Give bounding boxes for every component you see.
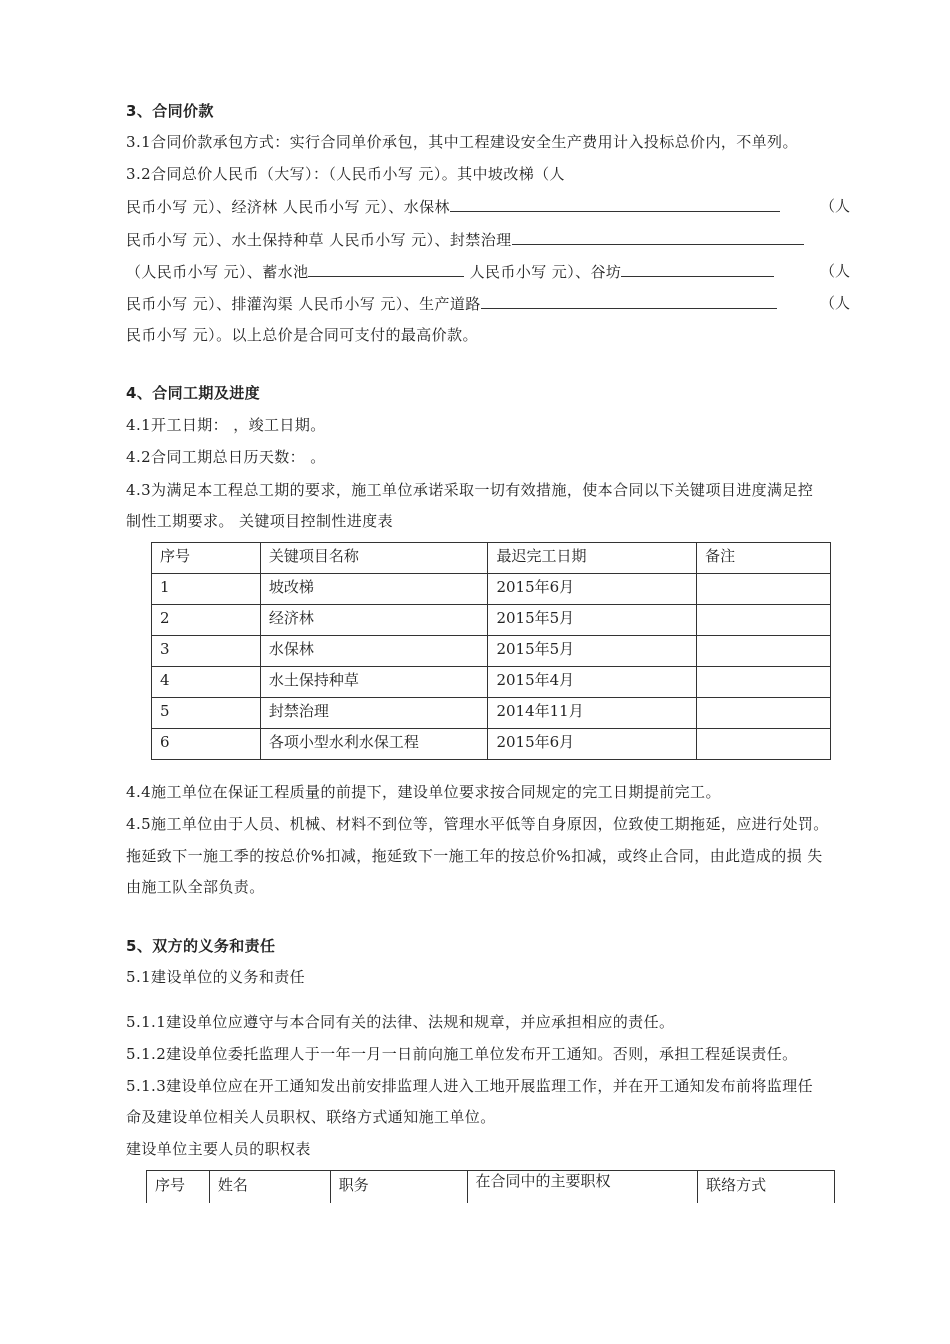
para-3-2-line4-end: （人: [819, 262, 850, 280]
table-cell: [697, 667, 831, 698]
para-4-3-line2: 制性工期要求。 关键项目控制性进度表: [126, 512, 393, 530]
para-3-2-line3-text: 民币小写 元）、水土保持种草 人民币小写 元）、封禁治理: [126, 231, 512, 249]
para-3-2-line6: 民币小写 元）。以上总价是合同可支付的最高价款。: [126, 326, 478, 344]
table-header-row: [152, 543, 831, 574]
table-header-cell: 在合同中的主要职权: [467, 1171, 698, 1203]
para-5-1: 5.1建设单位的义务和责任: [126, 968, 306, 986]
table-cell: 6: [152, 729, 261, 760]
para-4-4: 4.4施工单位在保证工程质量的前提下，建设单位要求按合同规定的完工日期提前完工。: [126, 783, 721, 801]
blank-field: [308, 262, 464, 277]
table-row: [152, 605, 831, 636]
blank-field: [512, 230, 804, 245]
table-header-cell: 序号: [152, 543, 261, 574]
para-4-1: 4.1开工日期： ，竣工日期。: [126, 416, 326, 434]
para-3-2-line2-text: 民币小写 元）、经济林 人民币小写 元）、水保林: [126, 198, 450, 216]
para-3-2-line4: [126, 262, 774, 281]
para-3-2-line5-end: （人: [819, 294, 850, 312]
table-row: [152, 574, 831, 605]
table-cell: 经济林: [260, 605, 488, 636]
para-4-3-line1: 4.3为满足本工程总工期的要求，施工单位承诺采取一切有效措施，使本合同以下关键项目进度满足控: [126, 481, 814, 499]
table-cell: 3: [152, 636, 261, 667]
para-3-2-line5-text: 民币小写 元）、排灌沟渠 人民币小写 元）、生产道路: [126, 295, 481, 313]
para-5-1-3-line1: 5.1.3建设单位应在开工通知发出前安排监理人进入工地开展监理工作，并在开工通知发布前将监理任: [126, 1077, 813, 1095]
para-3-1: 3.1合同价款承包方式：实行合同单价承包，其中工程建设安全生产费用计入投标总价内，不单列。: [126, 133, 798, 151]
table-header-cell: 姓名: [209, 1171, 330, 1203]
table-cell: 2015年6月: [488, 574, 697, 605]
table-cell: 2015年5月: [488, 605, 697, 636]
para-4-2: 4.2合同工期总日历天数： 。: [126, 448, 326, 466]
table-cell: 2015年5月: [488, 636, 697, 667]
blank-field: [621, 262, 774, 277]
table-cell: 封禁治理: [260, 698, 488, 729]
table-cell: 水土保持种草: [260, 667, 488, 698]
table-cell: 各项小型水利水保工程: [260, 729, 488, 760]
para-3-2-line4-text1: （人民币小写 元）、蓄水池: [126, 263, 309, 281]
para-3-2-line1: 3.2合同总价人民币（大写）：（人民币小写 元）。其中坡改梯（人: [126, 165, 565, 183]
table-cell: [697, 574, 831, 605]
para-3-2-line2: [126, 197, 780, 216]
para-4-5-line3: 由施工队全部负责。: [126, 878, 265, 896]
para-3-2-line3: [126, 230, 804, 249]
key-project-schedule-table: [151, 542, 831, 760]
table-cell: 2014年11月: [488, 698, 697, 729]
table-cell: 5: [152, 698, 261, 729]
table-header-cell: 最迟完工日期: [488, 543, 697, 574]
table-header-cell: 序号: [147, 1171, 210, 1203]
table-header-cell: 联络方式: [698, 1171, 835, 1203]
personnel-table-title: 建设单位主要人员的职权表: [126, 1140, 311, 1158]
blank-field: [481, 294, 777, 309]
table-cell: [697, 729, 831, 760]
table-cell: 1: [152, 574, 261, 605]
table-cell: [697, 605, 831, 636]
table-cell: 2015年4月: [488, 667, 697, 698]
para-3-2-line2-end: （人: [819, 197, 850, 215]
table-row: [152, 729, 831, 760]
para-4-5-line2: 拖延致下一施工季的按总价%扣减，拖延致下一施工年的按总价%扣减，或终止合同，由此造成的损 失: [126, 847, 823, 865]
section-3-heading: 3、合同价款: [126, 102, 214, 120]
table-row: [152, 698, 831, 729]
table-cell: 2: [152, 605, 261, 636]
para-3-2-line5: [126, 294, 777, 313]
table-row: [152, 636, 831, 667]
table-header-cell: 职务: [330, 1171, 467, 1203]
table-header-cell: 关键项目名称: [260, 543, 488, 574]
table-row: [152, 667, 831, 698]
para-5-1-3-line2: 命及建设单位相关人员职权、联络方式通知施工单位。: [126, 1108, 496, 1126]
section-4-heading: 4、合同工期及进度: [126, 384, 261, 402]
para-3-2-line4-text2: 人民币小写 元）、谷坊: [469, 263, 622, 281]
para-5-1-2: 5.1.2建设单位委托监理人于一年一月一日前向施工单位发布开工通知。否则，承担工程延误责任。: [126, 1045, 798, 1063]
table-cell: 坡改梯: [260, 574, 488, 605]
table-cell: [697, 698, 831, 729]
para-5-1-1: 5.1.1建设单位应遵守与本合同有关的法律、法规和规章，并应承担相应的责任。: [126, 1013, 675, 1031]
para-4-5-line1: 4.5施工单位由于人员、机械、材料不到位等，管理水平低等自身原因，位致使工期拖延，应进行处罚。: [126, 815, 829, 833]
table-header-row: [147, 1171, 835, 1203]
table-cell: 2015年6月: [488, 729, 697, 760]
table-header-cell: 备注: [697, 543, 831, 574]
table-cell: 水保林: [260, 636, 488, 667]
table-cell: 4: [152, 667, 261, 698]
table-cell: [697, 636, 831, 667]
section-5-heading: 5、双方的义务和责任: [126, 937, 276, 955]
blank-field: [450, 197, 780, 212]
personnel-authority-table: [146, 1170, 835, 1203]
